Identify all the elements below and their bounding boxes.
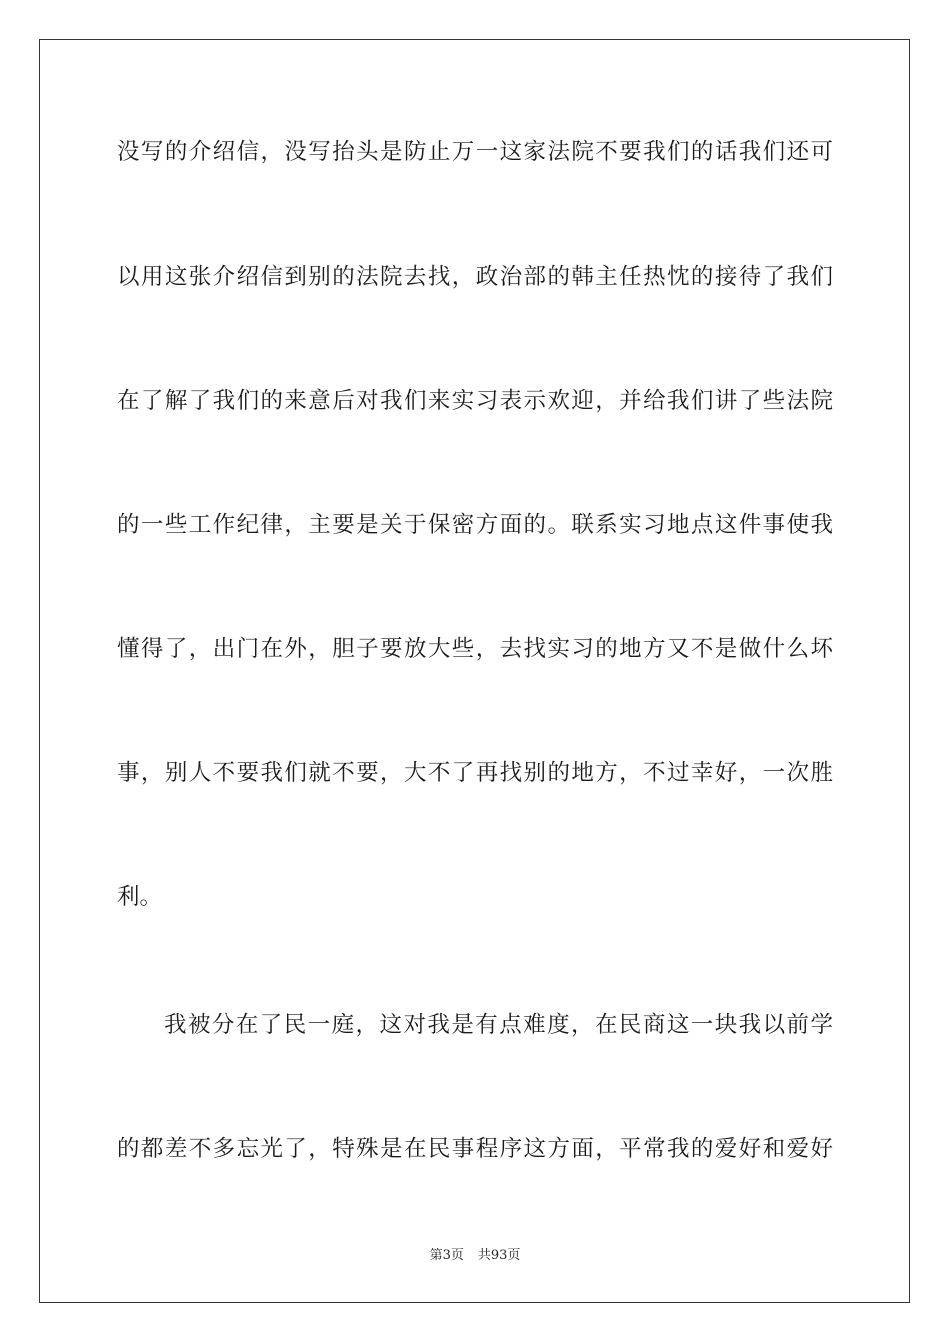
page-border (39, 39, 910, 1303)
paragraph-first-line: 我被分在了民一庭，这对我是有点难度，在民商这一块我以前学 (164, 1012, 833, 1038)
page-number: 第3页 (429, 1248, 464, 1263)
total-pages: 共93页 (477, 1248, 521, 1263)
body-text-line: 利。 (117, 884, 163, 910)
body-text-line: 事，别人不要我们就不要，大不了再找别的地方，不过幸好，一次胜 (117, 760, 833, 786)
body-text-line: 的都差不多忘光了，特殊是在民事程序这方面，平常我的爱好和爱好 (117, 1136, 833, 1162)
body-text-line: 懂得了，出门在外，胆子要放大些，去找实习的地方又不是做什么坏 (117, 636, 833, 662)
body-text-line: 没写的介绍信，没写抬头是防止万一这家法院不要我们的话我们还可 (117, 139, 833, 165)
page-footer (0, 1247, 950, 1265)
body-text-line: 的一些工作纪律，主要是关于保密方面的。联系实习地点这件事使我 (117, 512, 833, 538)
body-text-line: 在了解了我们的来意后对我们来实习表示欢迎，并给我们讲了些法院 (117, 388, 833, 414)
body-text-line: 以用这张介绍信到别的法院去找，政治部的韩主任热忱的接待了我们 (117, 264, 833, 290)
